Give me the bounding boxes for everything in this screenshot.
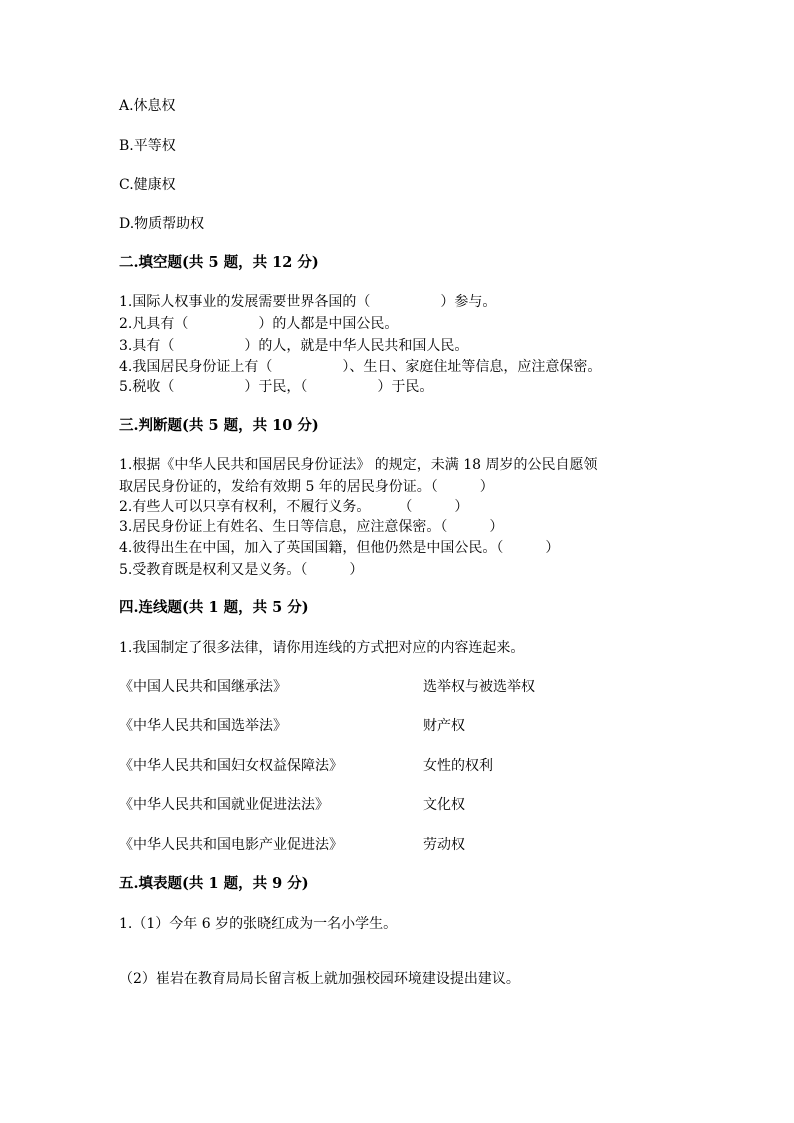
matching-question: 1.我国制定了很多法律，请你用连线的方式把对应的内容连起来。 — [119, 640, 525, 656]
matching-right-2: 财产权 — [423, 718, 465, 734]
true-false-item-2: 2.有些人可以只享有权利，不履行义务。 （ ） — [119, 499, 469, 515]
matching-right-1: 选举权与被选举权 — [423, 679, 535, 695]
fill-blank-item-5: 5.税收（ ）于民，（ ）于民。 — [119, 379, 434, 395]
table-fill-item-2: （2）崔岩在教育局局长留言板上就加强校园环境建设提出建议。 — [119, 971, 520, 987]
true-false-item-1a: 1.根据《中华人民共和国居民身份证法》 的规定，未满 18 周岁的公民自愿领 — [119, 457, 598, 473]
option-b: B.平等权 — [119, 138, 176, 154]
matching-right-5: 劳动权 — [423, 837, 465, 853]
true-false-item-3: 3.居民身份证上有姓名、生日等信息，应注意保密。（ ） — [119, 519, 504, 535]
fill-blank-heading: 二.填空题(共 5 题，共 12 分) — [119, 254, 319, 271]
true-false-heading: 三.判断题(共 5 题，共 10 分) — [119, 417, 319, 434]
matching-left-3: 《中华人民共和国妇女权益保障法》 — [119, 758, 343, 774]
fill-blank-item-3: 3.具有（ ）的人，就是中华人民共和国人民。 — [119, 338, 469, 354]
true-false-item-4: 4.彼得出生在中国，加入了英国国籍，但他仍然是中国公民。（ ） — [119, 540, 560, 556]
matching-left-1: 《中国人民共和国继承法》 — [119, 679, 287, 695]
true-false-item-5: 5.受教育既是权利又是义务。（ ） — [119, 562, 364, 578]
option-c: C.健康权 — [119, 177, 176, 193]
option-a: A.休息权 — [119, 98, 176, 114]
table-fill-item-1: 1.（1）今年 6 岁的张晓红成为一名小学生。 — [119, 916, 398, 932]
matching-right-4: 文化权 — [423, 797, 465, 813]
fill-blank-item-1: 1.国际人权事业的发展需要世界各国的（ ）参与。 — [119, 294, 497, 310]
matching-left-2: 《中华人民共和国选举法》 — [119, 718, 287, 734]
matching-left-4: 《中华人民共和国就业促进法法》 — [119, 797, 329, 813]
matching-heading: 四.连线题(共 1 题，共 5 分) — [119, 599, 309, 616]
matching-left-5: 《中华人民共和国电影产业促进法》 — [119, 837, 343, 853]
table-fill-heading: 五.填表题(共 1 题，共 9 分) — [119, 875, 309, 892]
true-false-item-1b: 取居民身份证的，发给有效期 5 年的居民身份证。（ ） — [119, 479, 494, 495]
fill-blank-item-4: 4.我国居民身份证上有（ ）、生日、家庭住址等信息，应注意保密。 — [119, 359, 602, 375]
fill-blank-item-2: 2.凡具有（ ）的人都是中国公民。 — [119, 316, 399, 332]
matching-right-3: 女性的权利 — [423, 758, 493, 774]
option-d: D.物质帮助权 — [119, 216, 205, 232]
